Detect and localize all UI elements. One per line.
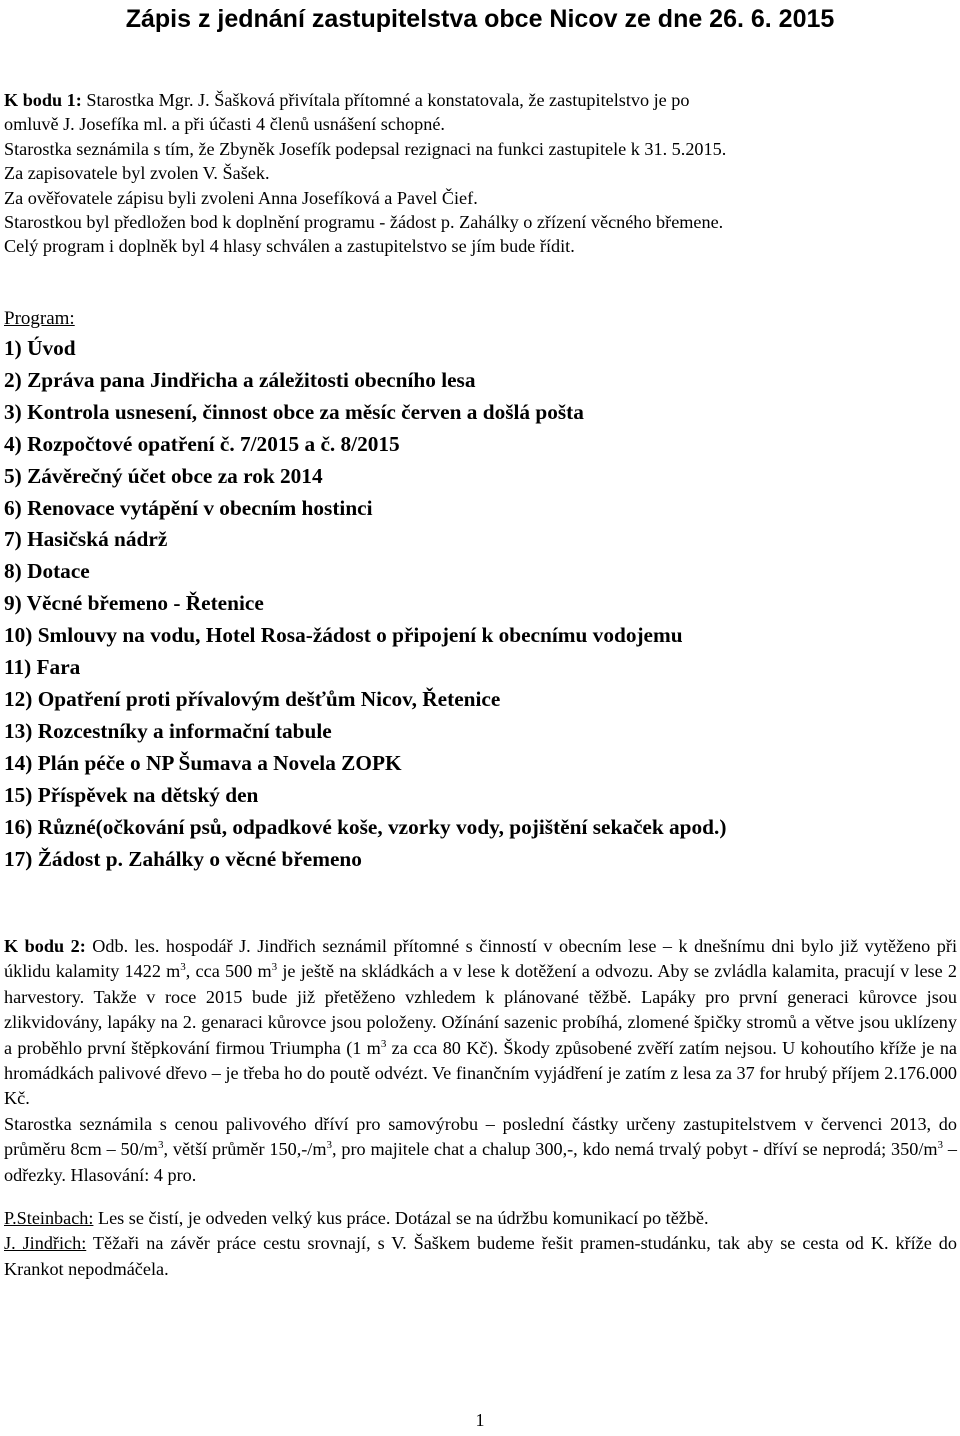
discussion-text: Těžaři na závěr práce cestu srovnají, s V. Šaškem budeme řešit pramen-studánku, tak aby se cesta od K. kříže do Krankot nepodmáčela. xyxy=(4,1233,957,1279)
paragraph-text: , cca 500 m xyxy=(185,961,272,982)
program-item: 11) Fara xyxy=(4,655,81,680)
program-item: 5) Závěrečný účet obce za rok 2014 xyxy=(4,463,323,488)
program-item: 2) Zpráva pana Jindřicha a záležitosti obecního lesa xyxy=(4,367,476,392)
bod2-paragraph-forest xyxy=(4,934,957,1112)
superscript: 3 xyxy=(157,1139,164,1152)
program-item: 16) Různé(očkování psů, odpadkové koše, vzorky vody, pojištění sekaček apod.) xyxy=(4,814,727,839)
bod2-label: K bodu 2: xyxy=(4,936,86,956)
program-item: 13) Rozcestníky a informační tabule xyxy=(4,718,332,743)
program-item: 17) Žádost p. Zahálky o věcné břemeno xyxy=(4,846,362,871)
intro-text: Starostka Mgr. J. Šašková přivítala přítomné a konstatovala, že zastupitelstvo je po xyxy=(81,90,690,110)
program-item: 3) Kontrola usnesení, činnost obce za měsíc červen a došlá pošta xyxy=(4,399,584,424)
speaker-name: J. Jindřich: xyxy=(4,1233,87,1254)
program-list xyxy=(4,333,954,875)
program-item: 10) Smlouvy na vodu, Hotel Rosa-žádost o připojení k obecnímu vodojemu xyxy=(4,623,683,648)
program-heading: Program: xyxy=(4,308,75,329)
discussion-entry xyxy=(4,1206,957,1231)
intro-line: Za zapisovatele byl zvolen V. Šašek. xyxy=(4,163,270,184)
program-item: 8) Dotace xyxy=(4,559,90,584)
superscript: 3 xyxy=(271,961,278,974)
discussion-text: Les se čistí, je odveden velký kus práce. Dotázal se na údržbu komunikací po těžbě. xyxy=(93,1208,709,1229)
paragraph-text: za cca 80 Kč). Škody způsobené zvěří zatím nejsou. U kohoutího kříže je na hromádkách palivové dřevo – je třeba ho do poutě odvézt. Ve finančním vyjádření je zatím z lesa za 37 for hrubý příjem 2.176.000 Kč. xyxy=(4,1037,957,1109)
bod1-label: K bodu 1: xyxy=(4,90,82,110)
program-item: 1) Úvod xyxy=(4,336,76,360)
document-title: Zápis z jednání zastupitelstva obce Nicov ze dne 26. 6. 2015 xyxy=(125,5,835,33)
page-number: 1 xyxy=(475,1410,485,1430)
intro-line xyxy=(4,88,954,112)
program-item: 4) Rozpočtové opatření č. 7/2015 a č. 8/2015 xyxy=(4,431,400,456)
intro-line: Starostka seznámila s tím, že Zbyněk Josefík podepsal rezignaci na funkci zastupitele k 31. 5.2015. xyxy=(4,138,727,159)
intro-section xyxy=(4,88,954,259)
intro-line: Za ověřovatele zápisu byli zvoleni Anna Josefíková a Pavel Čief. xyxy=(4,187,478,208)
paragraph-text: Starostka seznámila s cenou palivového dříví pro samovýrobu – poslední částky určeny zastupitelstvem v červenci 2013, do průměru 8cm – 50/m xyxy=(4,1113,957,1160)
superscript: 3 xyxy=(326,1139,332,1152)
superscript: 3 xyxy=(180,961,186,974)
intro-line: Celý program i doplněk byl 4 hlasy schválen a zastupitelstvo se jím bude řídit. xyxy=(4,236,575,257)
paragraph-text: je ještě na skládkách a v lese k dotěžení a odvozu. Aby se zvládla kalamita, pracují v lese 2 harvestory. Takže v roce 2015 bude již přetěženo vzhledem k plánované těžbě. Lapáky pro první generaci kůrovce jsou zlikvidovány, lapáky na 2. genaraci kůrovce jsou položeny. Ožínání sazenic probíhá, zlomené špičky stromů a větve jsou uklízeny a proběhlo první štěpkování firmou Triumpha (1 m xyxy=(4,961,957,1058)
program-section xyxy=(4,305,954,875)
paragraph-text: , pro majitele chat a chalup 300,-, kdo nemá trvalý pobyt - dříví se neprodá; 350/m xyxy=(332,1139,938,1160)
speaker-name: P.Steinbach: xyxy=(4,1208,94,1229)
program-item: 12) Opatření proti přívalovým dešťům Nicov, Řetenice xyxy=(4,686,501,711)
intro-line: Starostkou byl předložen bod k doplnění programu - žádost p. Zahálky o zřízení věcného břemene. xyxy=(4,212,724,233)
paragraph-text: Odb. les. hospodář J. Jindřich seznámil přítomné s činností v obecním lese – k dnešnímu dni bylo již vytěženo při úklidu kalamity 1422 m xyxy=(4,936,957,982)
bod2-paragraph-wood-price xyxy=(4,1112,957,1188)
program-item: 7) Hasičská nádrž xyxy=(4,527,168,552)
intro-line: omluvě J. Josefíka ml. a při účasti 4 členů usnášení schopné. xyxy=(4,114,445,135)
program-item: 15) Příspěvek na dětský den xyxy=(4,782,259,807)
superscript: 3 xyxy=(937,1139,944,1152)
program-item: 14) Plán péče o NP Šumava a Novela ZOPK xyxy=(4,750,402,775)
program-item: 6) Renovace vytápění v obecním hostinci xyxy=(4,495,373,520)
discussion-entry xyxy=(4,1231,957,1282)
program-item: 9) Věcné břemeno - Řetenice xyxy=(4,591,264,616)
bod2-section xyxy=(4,934,957,1282)
paragraph-text: , větší průměr 150,-/m xyxy=(163,1139,327,1160)
superscript: 3 xyxy=(380,1037,387,1050)
paragraph-text: – odřezky. Hlasování: 4 pro. xyxy=(4,1139,957,1185)
